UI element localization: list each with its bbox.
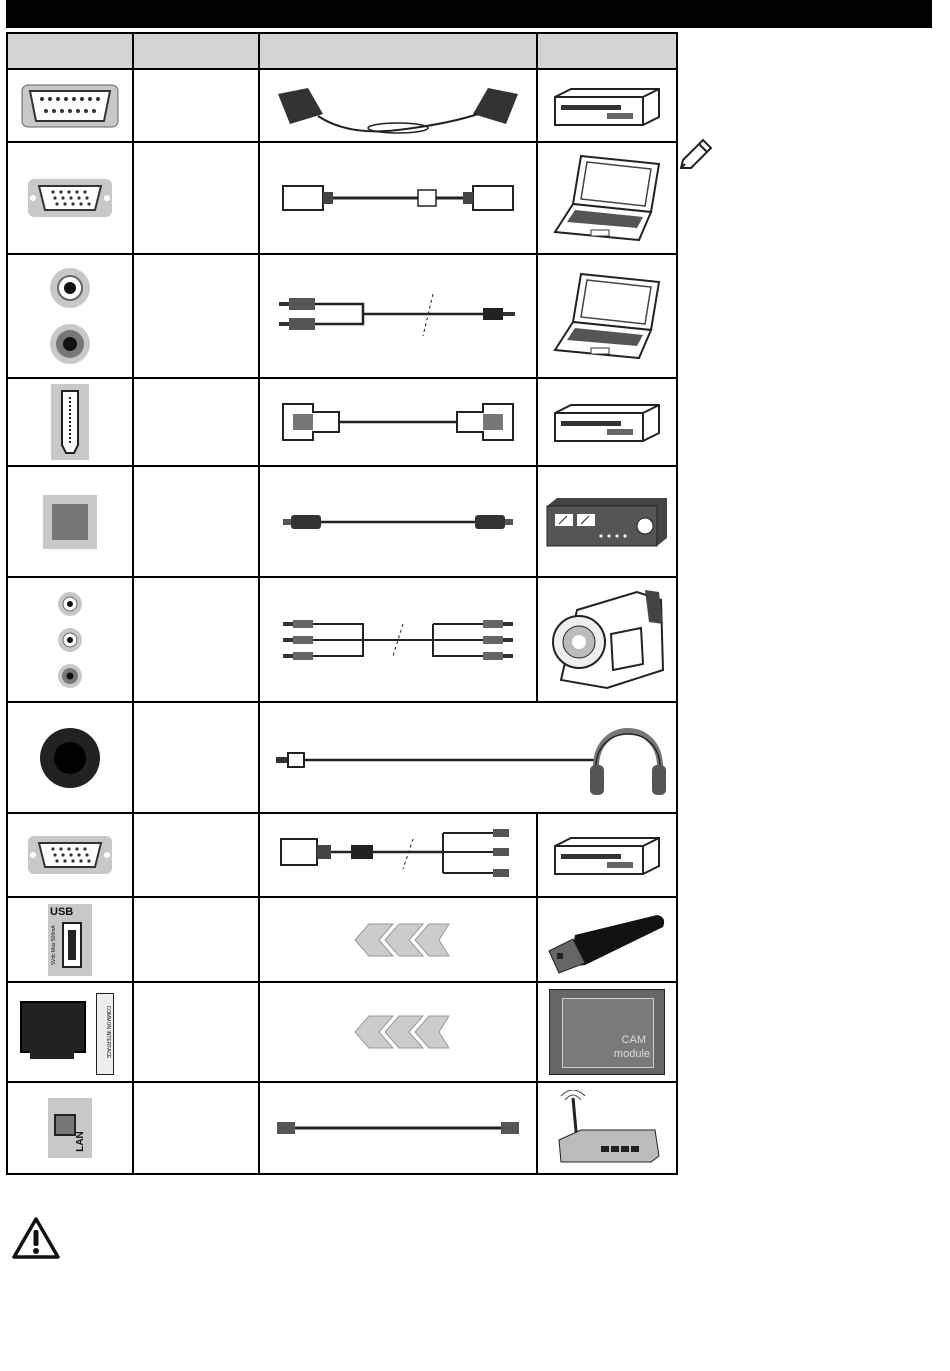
- usb-stick-device-icon: [537, 897, 677, 982]
- cam-module-device-icon: [537, 982, 677, 1082]
- headphone-port-icon: [7, 702, 133, 813]
- lan-type-cell: [133, 1082, 259, 1174]
- hdmi-port-icon: [7, 378, 133, 466]
- ypbpr-type-cell: [133, 813, 259, 897]
- table-row: [7, 254, 677, 378]
- spdif-type-cell: [133, 466, 259, 577]
- vga-port-icon: [7, 142, 133, 254]
- table-row: [7, 813, 677, 897]
- usb-port-rating: 5Vdc Max 500mA: [51, 924, 57, 965]
- ci-type-cell: [133, 982, 259, 1082]
- lan-port-label: LAN: [74, 1131, 86, 1152]
- ypbpr-port-icon: [7, 813, 133, 897]
- hdmi-cable-icon: [259, 378, 537, 466]
- arrows-icon: [259, 982, 537, 1082]
- vga-type-cell: [133, 142, 259, 254]
- scart-cable-icon: [259, 69, 537, 142]
- connections-table: [6, 32, 678, 1175]
- recorder-device-icon: [537, 378, 677, 466]
- usb-type-cell: [133, 897, 259, 982]
- router-device-icon: [537, 1082, 677, 1174]
- lan-port-icon: [7, 1082, 133, 1174]
- header-type: [133, 33, 259, 69]
- headphone-cable-icon: [259, 702, 677, 813]
- header-device: [537, 33, 677, 69]
- spdif-port-icon: [7, 466, 133, 577]
- scart-port-icon: [7, 69, 133, 142]
- table-row: [7, 378, 677, 466]
- lan-cable-icon: [259, 1082, 537, 1174]
- table-row: [7, 577, 677, 702]
- ci-side-label: COMMON INTERFACE: [105, 1005, 111, 1059]
- table-row: [7, 702, 677, 813]
- table-row: [7, 982, 677, 1082]
- usb-port-label: USB: [50, 905, 74, 918]
- laptop-device-icon: [537, 142, 677, 254]
- usb-port-icon: [7, 897, 133, 982]
- audio-in-type-cell: [133, 254, 259, 378]
- recorder-device-icon: [537, 69, 677, 142]
- warning-triangle-icon: [12, 1216, 60, 1265]
- hdmi-type-cell: [133, 378, 259, 466]
- av-port-icon: [7, 577, 133, 702]
- pencil-note-icon: [679, 138, 717, 175]
- amplifier-device-icon: [537, 466, 677, 577]
- camcorder-device-icon: [537, 577, 677, 702]
- audio-in-port-icon: [7, 254, 133, 378]
- av-cable-icon: [259, 577, 537, 702]
- cam-label-line1: CAM: [621, 1034, 646, 1046]
- laptop-device-icon: [537, 254, 677, 378]
- table-header-row: [7, 33, 677, 69]
- vga-to-component-cable-icon: [259, 813, 537, 897]
- recorder-device-icon: [537, 813, 677, 897]
- table-row: [7, 466, 677, 577]
- header-cables: [259, 33, 537, 69]
- ci-port-icon: [7, 982, 133, 1082]
- headphone-type-cell: [133, 702, 259, 813]
- cam-label-line2: module: [613, 1048, 650, 1060]
- audio-cable-icon: [259, 254, 537, 378]
- arrows-icon: [259, 897, 537, 982]
- table-row: [7, 897, 677, 982]
- scart-type-cell: [133, 69, 259, 142]
- table-row: [7, 142, 677, 254]
- table-row: [7, 69, 677, 142]
- table-row: [7, 1082, 677, 1174]
- vga-cable-icon: [259, 142, 537, 254]
- header-connector: [7, 33, 133, 69]
- optical-cable-icon: [259, 466, 537, 577]
- top-title-bar: [6, 0, 932, 28]
- av-type-cell: [133, 577, 259, 702]
